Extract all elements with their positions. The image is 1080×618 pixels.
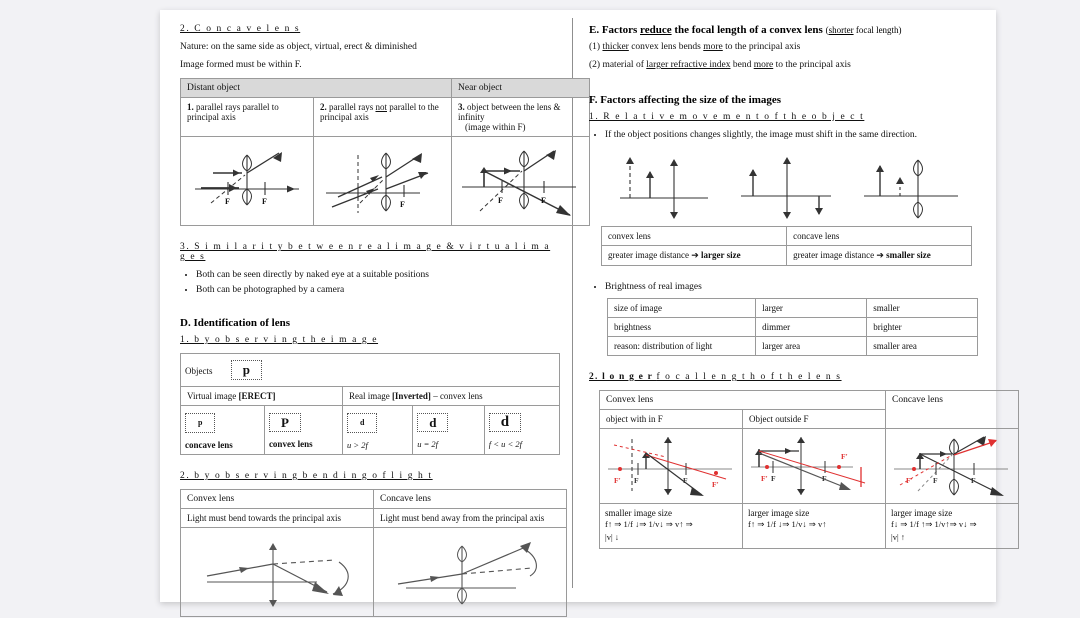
e2-t2: to the principal axis	[773, 60, 851, 70]
heading-e-underlined: reduce	[640, 24, 672, 36]
svg-text:F: F	[541, 196, 546, 205]
brightness-size-a: larger	[756, 299, 867, 318]
result-formula-1b: |v| ↓	[605, 532, 620, 543]
case-2-text-a: parallel rays	[329, 102, 376, 112]
figure-concave-object-near	[452, 137, 590, 226]
lens-size-table	[601, 226, 972, 266]
bending-desc-convex: Light must bend towards the principal axis	[181, 509, 374, 528]
table-header-row	[181, 79, 590, 98]
relative-movement-figures	[589, 146, 984, 226]
real-bold: [Inverted]	[391, 390, 431, 401]
svg-text:F: F	[771, 474, 776, 483]
objects-label: Objects	[185, 366, 213, 376]
svg-text:F: F	[634, 476, 639, 485]
ident-cell-u-gt-2f	[342, 405, 412, 454]
e2-u1: larger refractive index	[646, 60, 731, 70]
caption-f-lt-u-lt-2f: f < u < 2f	[488, 439, 522, 450]
glyph-box-d-xlarge: d	[489, 413, 521, 433]
header-near-object: Near object	[452, 79, 590, 98]
ident-cell-u-eq-2f	[413, 405, 485, 454]
svg-text:F: F	[683, 476, 688, 485]
svg-text:F: F	[971, 476, 976, 485]
glyph-box-d-medium: d	[417, 413, 448, 433]
e2-t0: material of	[602, 60, 647, 70]
convex-bending-diagram	[187, 532, 367, 612]
svg-text:F: F	[225, 197, 230, 206]
figure-convex-bending	[181, 528, 374, 617]
heading-e-shorter: shorter	[828, 25, 854, 35]
heading-e-tail: focal length)	[853, 25, 902, 35]
similarity-bullet-list	[180, 270, 560, 295]
caption-concave-lens: concave lens	[185, 440, 233, 451]
svg-text:F': F'	[712, 480, 719, 489]
heading-e-small-group	[826, 25, 902, 35]
arrow-right-icon: ➔	[691, 250, 699, 260]
result-size-2: larger image size	[748, 508, 810, 518]
group-header-virtual	[181, 386, 343, 405]
focal-diagram-concave	[892, 433, 1012, 499]
objects-row	[181, 354, 560, 387]
ident-cell-concave	[181, 405, 265, 454]
heading-f2-longer-focal-length	[589, 372, 984, 382]
result-size-1: smaller image size	[605, 508, 672, 518]
header-distant-object: Distant object	[181, 79, 452, 98]
table-row	[608, 299, 978, 318]
e-point-1	[589, 42, 984, 52]
relative-movement-diagram-3	[862, 146, 972, 222]
focal-result-row	[600, 504, 1019, 549]
arrow-right-icon: ➔	[876, 250, 884, 260]
focal-diagram-outside-f	[749, 433, 879, 499]
caption-convex-lens: convex lens	[268, 439, 313, 450]
ray-diagram-3	[458, 141, 583, 221]
result-formula-1a: f↑ ⇒ 1/f ↓⇒ 1/v↓ ⇒ v↑ ⇒	[605, 519, 693, 529]
real-plain: Real image	[348, 390, 392, 401]
heading-e-factors-reduce	[589, 24, 984, 36]
focal-result-within-f	[600, 504, 743, 549]
brightness-value-b: brighter	[867, 318, 978, 337]
objects-cell	[181, 354, 560, 387]
bending-desc-concave: Light must bend away from the principal axis	[374, 509, 567, 528]
ray-diagram-2	[320, 141, 445, 221]
case-1-num: 1.	[187, 102, 194, 112]
focal-header-row	[600, 391, 1019, 410]
right-column	[573, 10, 996, 602]
cell-case-2	[314, 98, 452, 137]
case-3-num: 3.	[458, 102, 465, 112]
case-2-num: 2.	[320, 102, 327, 112]
e1-t2: to the principal axis	[722, 42, 801, 52]
heading-e-prefix: E. Factors	[589, 24, 641, 36]
result-formula-3b: |v| ↑	[891, 532, 906, 543]
bending-header-convex: Convex lens	[181, 490, 374, 509]
figure-concave-focal	[886, 429, 1019, 504]
figure-concave-bending	[374, 528, 567, 617]
result-formula-3a: f↓ ⇒ 1/f ↑⇒ 1/v↑⇒ v↓ ⇒	[891, 519, 977, 529]
ray-diagram-1	[187, 141, 307, 217]
e2-t1: bend	[730, 60, 754, 70]
bending-header-row	[181, 490, 567, 509]
brightness-reason-a: larger area	[756, 337, 867, 356]
heading-e-paren: (	[825, 25, 829, 35]
image-formed-line: Image formed must be within F.	[180, 60, 302, 70]
relative-movement-diagram-2	[739, 146, 849, 222]
f2-bold: 2. l o n g e r	[589, 372, 657, 382]
convex-bold: larger size	[698, 250, 741, 260]
svg-text:F': F'	[906, 476, 913, 485]
group-header-row	[181, 386, 560, 405]
e2-u2: more	[753, 60, 774, 70]
group-header-real	[342, 386, 559, 405]
cell-case-3	[452, 98, 590, 137]
e1-u1: thicker	[602, 42, 629, 52]
figure-object-within-f	[600, 429, 743, 504]
heading-f-factors-size: F. Factors affecting the size of the images	[589, 94, 782, 106]
figure-object-outside-f	[743, 429, 886, 504]
bending-header-concave: Concave lens	[374, 490, 567, 509]
lens-size-header-row	[602, 227, 972, 246]
concave-bold: smaller size	[883, 250, 931, 260]
brightness-reason-b: smaller area	[867, 337, 978, 356]
lens-size-header-convex: convex lens	[602, 227, 787, 246]
f2-rest: f o c a l l e n g t h o f t h e l e n s	[656, 372, 842, 382]
focal-sub-within-f: object with in F	[600, 410, 743, 429]
svg-text:F: F	[933, 476, 938, 485]
lens-size-header-concave: concave lens	[787, 227, 972, 246]
virtual-bold: [ERECT]	[238, 390, 276, 401]
svg-text:F': F'	[841, 452, 848, 461]
case-2-underlined: not	[375, 102, 387, 112]
case-1-text: parallel rays parallel to principal axis	[187, 102, 279, 122]
convex-plain: greater image distance	[608, 250, 692, 260]
bending-light-table	[180, 489, 567, 617]
brightness-table	[607, 298, 978, 356]
list-item: • If the object positions changes slightly, the image must shift in the same direction.	[605, 130, 984, 140]
document-page	[160, 10, 996, 602]
virtual-plain: Virtual image	[187, 390, 239, 401]
svg-text:F: F	[498, 196, 503, 205]
focal-result-outside-f	[743, 504, 886, 549]
focal-length-table	[599, 390, 1019, 549]
svg-text:F: F	[400, 200, 405, 209]
e1-num: (1)	[589, 42, 603, 52]
ident-cell-f-lt-u-lt-2f	[484, 405, 559, 454]
glyph-box-p-small: p	[185, 413, 215, 433]
e2-num: (2)	[589, 60, 603, 70]
glyph-row	[181, 405, 560, 454]
heading-e-middle: the focal length of a convex lens	[671, 24, 826, 36]
concave-bending-diagram	[380, 532, 560, 612]
brightness-size-b: smaller	[867, 299, 978, 318]
nature-line: Nature: on the same side as object, virtual, erect & diminished	[180, 42, 417, 52]
identification-table	[180, 353, 560, 455]
case-3-text: object between the lens & infinity	[458, 102, 561, 122]
lens-size-convex-value	[602, 246, 787, 266]
bending-figure-row	[181, 528, 567, 617]
glyph-box-d-small: d	[347, 413, 377, 433]
focal-sub-outside-f: Object outside F	[743, 410, 886, 429]
lens-size-value-row	[602, 246, 972, 266]
svg-text:F': F'	[761, 474, 768, 483]
heading-d2-bending-of-light: 2. b y o b s e r v i n g b e n d i n g o f l i g h t	[180, 471, 433, 482]
list-item: • Both can be seen directly by naked eye at a suitable positions	[196, 270, 560, 280]
relative-movement-diagram-1	[616, 146, 726, 222]
distant-near-object-table	[180, 78, 590, 226]
table-row	[608, 337, 978, 356]
result-size-3: larger image size	[891, 508, 953, 518]
heading-f1-relative-movement: 1. R e l a t i v e m o v e m e n t o f t h e o b j e c t	[589, 112, 865, 122]
focal-header-concave: Concave lens	[886, 391, 1019, 429]
brightness-label-reason: reason: distribution of light	[608, 337, 756, 356]
caption-u-eq-2f: u = 2f	[417, 439, 439, 450]
ident-cell-convex	[264, 405, 342, 454]
focal-header-convex: Convex lens	[600, 391, 886, 410]
brightness-value-a: dimmer	[756, 318, 867, 337]
glyph-box-P-large: P	[269, 413, 301, 433]
cell-case-1	[181, 98, 314, 137]
object-glyph-box: p	[231, 360, 262, 380]
result-formula-2a: f↑ ⇒ 1/f ↓⇒ 1/v↓ ⇒ v↑	[748, 519, 827, 529]
bending-desc-row	[181, 509, 567, 528]
real-tail: – convex lens	[430, 390, 483, 401]
f1-bullet-list	[589, 130, 984, 140]
heading-concave-lens: 2. C o n c a v e l e n s	[180, 24, 301, 34]
lens-size-concave-value	[787, 246, 972, 266]
heading-similarity: 3. S i m i l a r i t y b e t w e e n r e a l i m a g e & v i r t u a l i m a g e s	[180, 242, 551, 262]
svg-text:F': F'	[614, 476, 621, 485]
brightness-bullet-list	[589, 282, 984, 292]
table-row	[181, 98, 590, 137]
figure-concave-parallel-rays	[181, 137, 314, 226]
list-item: • Both can be photographed by a camera	[196, 285, 560, 295]
case-3-sub: (image within F)	[465, 122, 526, 132]
svg-text:F: F	[822, 474, 827, 483]
table-row	[608, 318, 978, 337]
case-2-text-b: parallel to the principal axis	[320, 102, 439, 122]
left-column	[160, 10, 572, 602]
heading-d-identification: D. Identification of lens	[180, 317, 290, 329]
brightness-label-brightness: brightness	[608, 318, 756, 337]
figure-concave-nonparallel-rays	[314, 137, 452, 226]
heading-d1-by-observing-image: 1. b y o b s e r v i n g t h e i m a g e	[180, 335, 379, 345]
e1-u2: more	[703, 42, 723, 52]
focal-diagram-within-f	[606, 433, 736, 499]
caption-u-gt-2f: u > 2f	[346, 440, 368, 451]
svg-text:F: F	[262, 197, 267, 206]
focal-result-concave	[886, 504, 1019, 549]
brightness-label-size: size of image	[608, 299, 756, 318]
e1-t1: convex lens bends	[628, 42, 704, 52]
table-figure-row	[181, 137, 590, 226]
e-point-2	[589, 60, 984, 70]
focal-figure-row	[600, 429, 1019, 504]
list-item: • Brightness of real images	[605, 282, 984, 292]
concave-plain: greater image distance	[793, 250, 877, 260]
